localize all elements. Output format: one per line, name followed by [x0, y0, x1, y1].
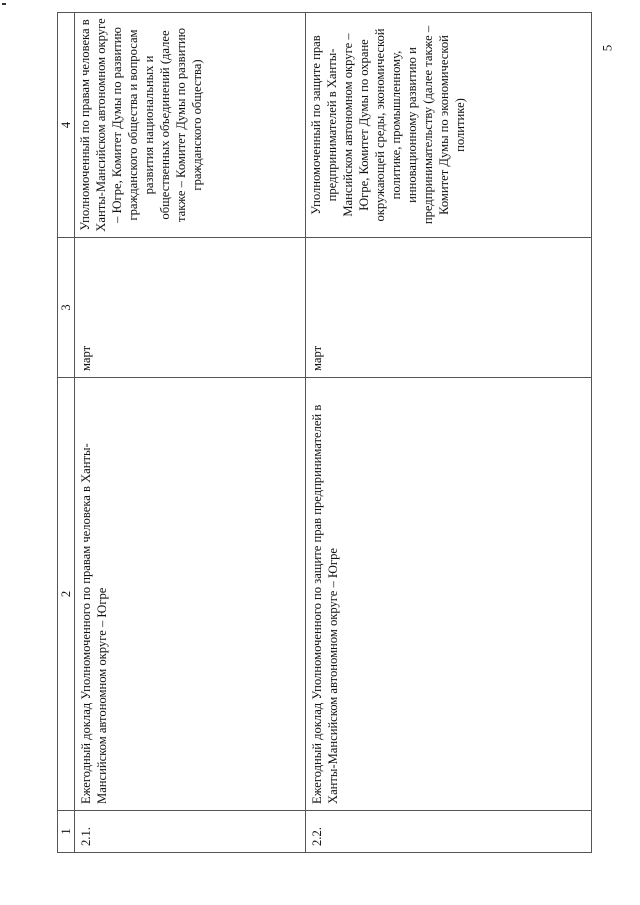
table-row [75, 13, 306, 853]
row-responsible: Уполномоченный по правам человека в Ханты-Мансийском автономном округе – Югре, Комитет Думы по развитию гражданского общества и вопросам развития национальных и общественных объединений (далее также – Комитет Думы по развитию гражданского общества) [75, 13, 306, 238]
row-title: Ежегодный доклад Уполномоченного по правам человека в Ханты-Мансийском автономном округе – Югре [75, 378, 306, 811]
row-number: 2.1. [75, 811, 306, 853]
row-title: Ежегодный доклад Уполномоченного по защите прав предпринимателей в Ханты-Мансийском автономном округе – Югре [306, 378, 592, 811]
row-date: март [75, 238, 306, 378]
rotated-table-container [57, 13, 592, 853]
header-col-4: 4 [58, 13, 75, 238]
page-number: 5 [599, 44, 615, 52]
header-col-2: 2 [58, 378, 75, 811]
row-number: 2.2. [306, 811, 592, 853]
row-responsible: Уполномоченный по защите прав предпринимателей в Ханты-Мансийском автономном округе – Югре, Комитет Думы по охране окружающей среды, экономической политике, промышленному, инновационному развитию и предпринимательству (далее также – Комитет Думы по экономической политике) [306, 13, 592, 238]
header-col-3: 3 [58, 238, 75, 378]
plan-table [57, 12, 592, 853]
scan-artifact [2, 3, 6, 5]
row-date: март [306, 238, 592, 378]
table-row [306, 13, 592, 853]
table-header-row [58, 13, 75, 853]
header-col-1: 1 [58, 811, 75, 853]
